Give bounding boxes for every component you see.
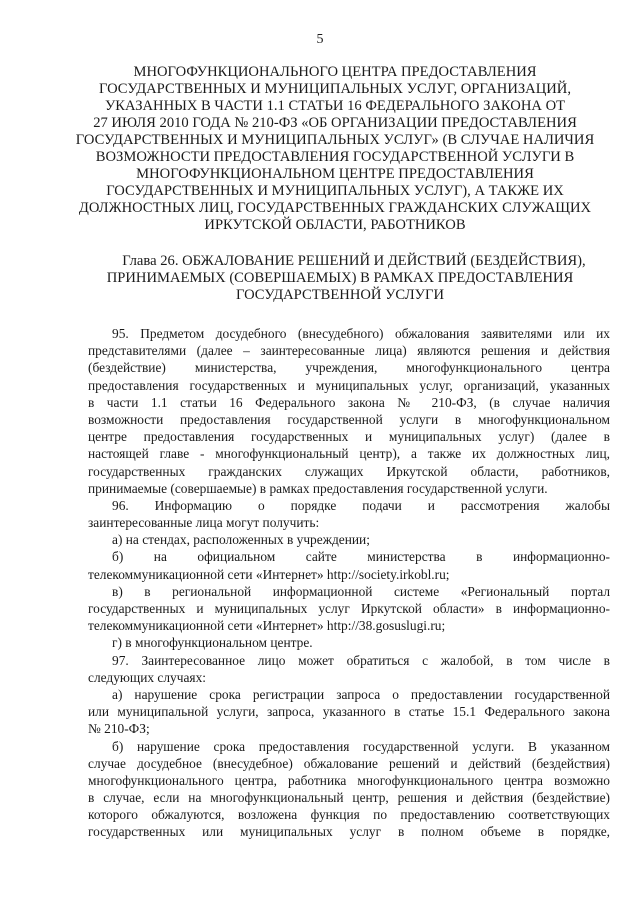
heading-line: ИРКУТСКОЙ ОБЛАСТИ, РАБОТНИКОВ: [204, 217, 466, 233]
case-item-b-line: в случае, если на многофункциональный центр, решения и действия (бездействие): [88, 790, 610, 806]
paragraph-95-line: в части 1.1 статьи 16 Федерального закона № 210-ФЗ, (в случае наличия: [88, 394, 610, 410]
paragraph-96-line: 96. Информацию о порядке подачи и рассмотрения жалобы: [112, 497, 610, 513]
heading-line: ГОСУДАРСТВЕННЫХ И МУНИЦИПАЛЬНЫХ УСЛУГ, ОРГАНИЗАЦИЙ,: [99, 81, 571, 97]
heading-line: ВОЗМОЖНОСТИ ПРЕДОСТАВЛЕНИЯ ГОСУДАРСТВЕННОЙ УСЛУГИ В: [95, 149, 575, 165]
paragraph-95-line: 95. Предметом досудебного (внесудебного) обжалования заявителями или их: [112, 326, 610, 341]
list-item-b: б) на официальном сайте министерства в информационно-: [112, 549, 610, 565]
case-item-a-line: № 210-ФЗ;: [88, 721, 150, 737]
case-item-b-line: многофункционального центра, работника многофункционального центра возможно: [88, 772, 610, 788]
heading-line: 27 ИЮЛЯ 2010 ГОДА № 210-ФЗ «ОБ ОРГАНИЗАЦИИ ПРЕДОСТАВЛЕНИЯ: [93, 115, 577, 131]
paragraph-95-line: государственных гражданских служащих Иркутской области, работников,: [88, 463, 610, 479]
chapter-title-line: ПРИНИМАЕМЫХ (СОВЕРШАЕМЫХ) В РАМКАХ ПРЕДОСТАВЛЕНИЯ: [106, 270, 574, 286]
case-item-b-line: государственных или муниципальных услуг в полном объеме в порядке,: [88, 824, 610, 840]
list-item-b-line: телекоммуникационной сети «Интернет» http://society.irkobl.ru;: [88, 566, 450, 582]
paragraph-95-line: представителями (далее – заинтересованные лица) являются решения и действия: [88, 343, 610, 359]
list-item-a: а) на стендах, расположенных в учреждении;: [112, 532, 370, 548]
paragraph-97-line: 97. Заинтересованное лицо может обратиться с жалобой, в том числе в: [112, 652, 610, 668]
case-item-b-line: которого обжалуются, возложена функция по предоставлению соответствующих: [88, 807, 610, 823]
chapter-title-line: ГОСУДАРСТВЕННОЙ УСЛУГИ: [236, 287, 444, 303]
paragraph-95-line: принимаемые (совершаемые) в рамках предоставления государственной услуги.: [88, 480, 548, 496]
body-text: [88, 325, 610, 841]
chapter-title-line: Глава 26. ОБЖАЛОВАНИЕ РЕШЕНИЙ И ДЕЙСТВИЙ (БЕЗДЕЙСТВИЯ),: [122, 253, 586, 269]
list-item-v-line: телекоммуникационной сети «Интернет» http://38.gosuslugi.ru;: [88, 618, 446, 634]
heading-line: ГОСУДАРСТВЕННЫХ И МУНИЦИПАЛЬНЫХ УСЛУГ), А ТАКЖЕ ИХ: [106, 183, 564, 199]
section-heading: [60, 64, 610, 234]
paragraph-96-line: заинтересованные лица могут получить:: [88, 515, 320, 531]
page-number: 5: [316, 32, 324, 47]
heading-line: МНОГОФУНКЦИОНАЛЬНОГО ЦЕНТРА ПРЕДОСТАВЛЕНИЯ: [133, 64, 537, 80]
case-item-b: б) нарушение срока предоставления государственной услуги. В указанном: [112, 738, 610, 754]
paragraph-95-line: центре предоставления государственных и муниципальных услуг) (далее в: [88, 429, 610, 445]
paragraph-95-line: настоящей главе - многофункциональный центр), а также их должностных лиц,: [88, 446, 610, 462]
list-item-v: в) в региональной информационной системе «Региональный портал: [112, 583, 610, 599]
case-item-b-line: случае досудебное (внесудебное) обжалование решений и действий (бездействия): [88, 755, 610, 771]
heading-line: ГОСУДАРСТВЕННЫХ И МУНИЦИПАЛЬНЫХ УСЛУГ» (В СЛУЧАЕ НАЛИЧИЯ: [75, 132, 595, 148]
heading-line: МНОГОФУНКЦИОНАЛЬНОМ ЦЕНТРЕ ПРЕДОСТАВЛЕНИЯ: [136, 166, 534, 182]
chapter-title: [60, 253, 620, 304]
list-item-v-line: государственных и муниципальных услуг Иркутской области» в информационно-: [88, 601, 610, 616]
heading-line: ДОЛЖНОСТНЫХ ЛИЦ, ГОСУДАРСТВЕННЫХ ГРАЖДАНСКИХ СЛУЖАЩИХ: [78, 200, 592, 216]
paragraph-97-line: следующих случаях:: [88, 669, 206, 685]
paragraph-95-line: предоставления государственных и муниципальных услуг, организаций, указанных: [88, 377, 610, 393]
heading-line: УКАЗАННЫХ В ЧАСТИ 1.1 СТАТЬИ 16 ФЕДЕРАЛЬНОГО ЗАКОНА ОТ: [104, 98, 566, 114]
list-item-g: г) в многофункциональном центре.: [112, 635, 313, 651]
case-item-a: а) нарушение срока регистрации запроса о предоставлении государственной: [112, 686, 610, 702]
paragraph-95-line: (бездействие) министерства, учреждения, многофункционального центра: [88, 360, 610, 376]
case-item-a-line: или муниципальной услуги, запроса, указанного в статье 15.1 Федерального закона: [88, 704, 610, 720]
paragraph-95-line: возможности предоставления государственной услуги в многофункциональном: [88, 411, 610, 427]
